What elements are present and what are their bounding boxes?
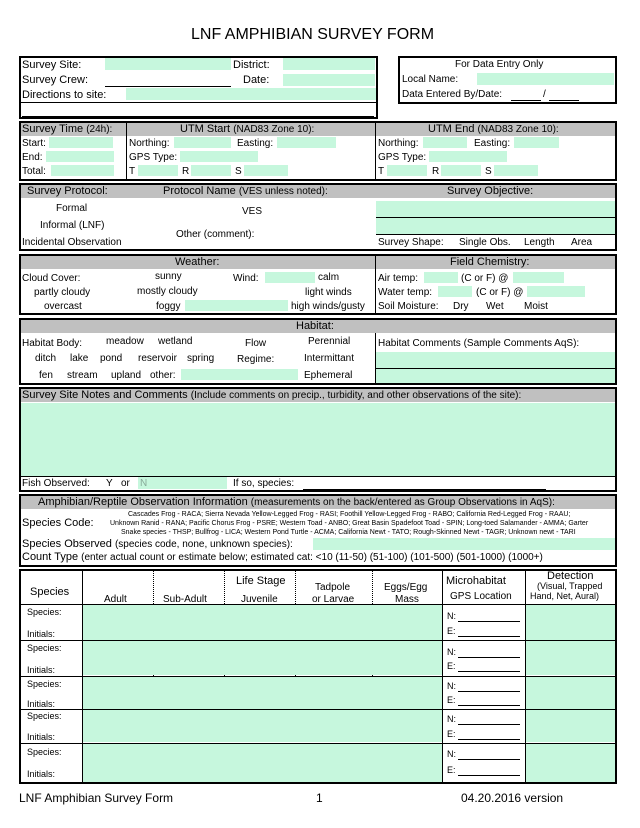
species-observed-label: Species Observed (species code, none, unknown species): xyxy=(22,538,293,550)
weather-mostly-cloudy[interactable]: mostly cloudy xyxy=(137,286,198,297)
air-temp-label: Air temp: xyxy=(378,273,419,284)
start-t-label: T xyxy=(129,166,136,177)
col-species: Species xyxy=(30,586,70,598)
end-r-field[interactable] xyxy=(441,165,481,176)
fish-no-field[interactable] xyxy=(138,477,227,489)
col-sub-adult: Sub-Adult xyxy=(163,594,207,605)
utm-start-heading: UTM Start (NAD83 Zone 10): xyxy=(180,123,315,135)
habitat-reservoir[interactable]: reservoir xyxy=(138,353,177,364)
row-3-initials-label: Initials: xyxy=(27,699,56,709)
row-3-e-label: E: xyxy=(447,695,456,705)
flow-ephemeral[interactable]: Ephemeral xyxy=(304,370,353,381)
protocol-formal[interactable]: Formal xyxy=(56,203,88,214)
row-5-species-label: Species: xyxy=(27,747,62,757)
directions-label: Directions to site: xyxy=(22,89,107,101)
col-eggs: Eggs/Egg xyxy=(384,582,428,593)
end-s-label: S xyxy=(485,166,492,177)
row-5-counts[interactable] xyxy=(83,744,442,782)
water-temp-field[interactable] xyxy=(438,286,472,297)
water-temp-unit: (C or F) @ xyxy=(476,287,524,298)
start-s-label: S xyxy=(235,166,242,177)
flow-perennial[interactable]: Perennial xyxy=(308,336,351,347)
entered-date-field[interactable] xyxy=(549,100,579,101)
fish-yes[interactable]: Y xyxy=(106,478,113,489)
row-4-initials-label: Initials: xyxy=(27,732,56,742)
protocol-ves[interactable]: VES xyxy=(242,206,263,217)
air-temp-time-field[interactable] xyxy=(513,272,564,283)
habitat-heading: Habitat: xyxy=(296,320,334,332)
start-r-label: R xyxy=(182,166,190,177)
weather-other-field[interactable] xyxy=(185,300,288,311)
col-or-larvae: or Larvae xyxy=(312,594,355,605)
row-4-species-label: Species: xyxy=(27,711,62,721)
start-easting-field[interactable] xyxy=(277,137,336,148)
row-1-detection[interactable] xyxy=(526,605,615,640)
wind-calm[interactable]: calm xyxy=(318,272,340,283)
flow-label: Flow xyxy=(245,338,267,349)
species-code-label: Species Code: xyxy=(22,517,94,529)
col-tadpole: Tadpole xyxy=(315,582,351,593)
col-life-stage: Life Stage xyxy=(236,575,286,587)
row-2-e-label: E: xyxy=(447,661,456,671)
row-5-n-label: N: xyxy=(447,749,456,759)
row-2-species-label: Species: xyxy=(27,643,62,653)
form-title: LNF AMPHIBIAN SURVEY FORM xyxy=(191,26,435,43)
district-label: District: xyxy=(233,59,270,71)
protocol-other[interactable]: Other (comment): xyxy=(176,229,255,240)
habitat-spring[interactable]: spring xyxy=(187,353,215,364)
end-easting-field[interactable] xyxy=(514,137,559,148)
row-3-n-label: N: xyxy=(447,681,456,691)
district-field[interactable] xyxy=(283,58,375,70)
start-gps-type-label: GPS Type: xyxy=(129,152,178,163)
wind-field[interactable] xyxy=(265,272,315,283)
soil-dry[interactable]: Dry xyxy=(453,301,469,312)
habitat-comments-label: Habitat Comments (Sample Comments AqS): xyxy=(378,338,580,349)
end-label: End: xyxy=(22,152,43,163)
end-easting-label: Easting: xyxy=(474,138,511,149)
end-r-label: R xyxy=(432,166,440,177)
row-1-e-label: E: xyxy=(447,626,456,636)
row-2-initials-label: Initials: xyxy=(27,665,56,675)
species-codes-line-2: Unknown Ranid - RANA; Pacific Chorus Frog - PSRE; Western Toad - ANBO; Great Basin Spadefoot Toad - SPIN; Long-toed Salamander - AMMA; Garter xyxy=(110,520,589,527)
habitat-other-label: other: xyxy=(150,370,176,381)
species-codes-line-3: Snake species - THSP; Bullfrog - LICA; Western Pond Turtle - ACMA; California Newt - TATO; Rough-Skinned Newt - TAGR; Unknown newt - TARI xyxy=(121,529,576,536)
cloud-cover-label: Cloud Cover: xyxy=(22,273,81,284)
survey-site-label: Survey Site: xyxy=(22,59,82,71)
end-t-field[interactable] xyxy=(387,165,427,176)
regime-label: Regime: xyxy=(237,354,275,365)
date-label: Date: xyxy=(243,74,270,86)
weather-overcast[interactable]: overcast xyxy=(44,301,82,312)
habitat-pond[interactable]: pond xyxy=(100,353,123,364)
start-northing-label: Northing: xyxy=(129,138,170,149)
habitat-stream[interactable]: stream xyxy=(67,370,98,381)
shape-single[interactable]: Single Obs. xyxy=(459,237,511,248)
flow-intermittent[interactable]: Intermittant xyxy=(304,353,355,364)
observation-heading: Amphibian/Reptile Observation Information (measurements on the back/entered as Group Observations in AqS): xyxy=(38,496,555,508)
entered-slash: / xyxy=(543,89,546,100)
protocol-incidental[interactable]: Incidental Observation xyxy=(22,237,122,248)
wind-label: Wind: xyxy=(233,273,259,284)
habitat-wetland[interactable]: wetland xyxy=(158,336,193,347)
fish-species-field[interactable] xyxy=(303,489,546,490)
habitat-meadow[interactable]: meadow xyxy=(106,336,144,347)
local-name-field[interactable] xyxy=(477,73,614,85)
row-4-counts[interactable] xyxy=(83,710,442,742)
survey-shape-label: Survey Shape: xyxy=(378,237,444,248)
wind-light[interactable]: light winds xyxy=(305,287,352,298)
wind-high[interactable]: high winds/gusty xyxy=(291,301,365,312)
row-1-n-label: N: xyxy=(447,611,456,621)
start-easting-label: Easting: xyxy=(237,138,274,149)
air-temp-field[interactable] xyxy=(424,272,458,283)
species-codes-line-1: Cascades Frog - RACA; Sierra Nevada Yellow-Legged Frog - RASI; Foothill Yellow-Legged Frog - RABO; California Red-Legged Frog - RAAU; xyxy=(128,511,571,518)
weather-heading: Weather: xyxy=(175,256,220,268)
row-4-n-label: N: xyxy=(447,714,456,724)
end-gps-type-field[interactable] xyxy=(429,151,507,162)
col-mass: Mass xyxy=(395,594,419,605)
col-adult: Adult xyxy=(104,594,127,605)
count-type-label: Count Type (enter actual count or estimate below; estimated cat: <10 (11-50) (51-100) (101-500) (501-1000) (1000+) xyxy=(22,551,543,563)
col-detection-note-1: (Visual, Trapped xyxy=(537,581,603,591)
fish-no[interactable]: N xyxy=(140,478,148,489)
habitat-upland[interactable]: upland xyxy=(111,370,142,381)
protocol-informal[interactable]: Informal (LNF) xyxy=(40,220,105,231)
col-juvenile: Juvenile xyxy=(241,594,278,605)
if-so-species-label: If so, species: xyxy=(233,478,295,489)
row-5-e-label: E: xyxy=(447,765,456,775)
date-field[interactable] xyxy=(283,74,375,86)
notes-field[interactable] xyxy=(21,403,615,476)
row-4-e-label: E: xyxy=(447,729,456,739)
footer-version: 04.20.2016 version xyxy=(461,791,564,805)
objective-heading: Survey Objective: xyxy=(447,185,534,197)
row-5-detection[interactable] xyxy=(526,744,615,782)
local-name-label: Local Name: xyxy=(402,74,459,85)
row-2-n-label: N: xyxy=(447,647,456,657)
row-1-initials-label: Initials: xyxy=(27,629,56,639)
footer-form-name: LNF Amphibian Survey Form xyxy=(19,791,174,805)
habitat-other-field[interactable] xyxy=(181,369,298,380)
shape-length[interactable]: Length xyxy=(524,237,555,248)
row-1-counts[interactable] xyxy=(83,605,442,640)
start-northing-field[interactable] xyxy=(174,137,231,148)
air-temp-unit: (C or F) @ xyxy=(461,273,509,284)
protocol-name-heading: Protocol Name (VES unless noted): xyxy=(163,185,328,197)
entered-by-field[interactable] xyxy=(511,100,541,101)
species-observed-field[interactable] xyxy=(313,538,615,550)
start-label: Start: xyxy=(22,138,46,149)
row-5-initials-label: Initials: xyxy=(27,769,56,779)
end-s-field[interactable] xyxy=(494,165,538,176)
notes-heading: Survey Site Notes and Comments (Include comments on precip., turbidity, and other observations of the site): xyxy=(22,389,522,401)
total-label: Total: xyxy=(22,166,46,177)
start-r-field[interactable] xyxy=(191,165,231,176)
row-2-counts[interactable] xyxy=(83,641,442,675)
row-3-species-label: Species: xyxy=(27,679,62,689)
water-temp-label: Water temp: xyxy=(378,287,433,298)
row-1-species-label: Species: xyxy=(27,607,62,617)
weather-partly-cloudy[interactable]: partly cloudy xyxy=(34,287,91,298)
end-t-label: T xyxy=(378,166,385,177)
fish-or: or xyxy=(121,478,130,489)
survey-time-heading: Survey Time (24h): xyxy=(22,123,113,135)
end-gps-type-label: GPS Type: xyxy=(378,152,427,163)
footer-page-number: 1 xyxy=(316,791,323,805)
utm-end-heading: UTM End (NAD83 Zone 10): xyxy=(428,123,559,135)
col-detection-note-2: Hand, Net, Aural) xyxy=(530,591,600,601)
row-3-counts[interactable] xyxy=(83,677,442,709)
end-northing-label: Northing: xyxy=(378,138,419,149)
total-field[interactable] xyxy=(51,165,114,176)
soil-moist[interactable]: Moist xyxy=(524,301,548,312)
row-4-detection[interactable] xyxy=(526,710,615,742)
habitat-lake[interactable]: lake xyxy=(70,353,89,364)
water-temp-time-field[interactable] xyxy=(527,286,585,297)
habitat-ditch[interactable]: ditch xyxy=(35,353,57,364)
survey-crew-field[interactable] xyxy=(105,86,231,87)
directions-field[interactable] xyxy=(126,88,376,100)
weather-sunny[interactable]: sunny xyxy=(155,271,182,282)
start-t-field[interactable] xyxy=(138,165,178,176)
entered-by-label: Data Entered By/Date: xyxy=(402,89,503,100)
weather-foggy[interactable]: foggy xyxy=(156,301,181,312)
soil-wet[interactable]: Wet xyxy=(486,301,504,312)
shape-area[interactable]: Area xyxy=(571,237,593,248)
col-gps-location: GPS Location xyxy=(450,591,512,602)
soil-moisture-label: Soil Moisture: xyxy=(378,301,439,312)
survey-site-field[interactable] xyxy=(105,58,231,70)
habitat-body-label: Habitat Body: xyxy=(22,338,83,349)
end-field[interactable] xyxy=(46,151,114,162)
start-field[interactable] xyxy=(49,137,113,148)
col-microhabitat: Microhabitat xyxy=(446,575,506,587)
row-3-detection[interactable] xyxy=(526,677,615,709)
survey-crew-label: Survey Crew: xyxy=(22,74,89,86)
fish-observed-label: Fish Observed: xyxy=(22,478,90,489)
col-detection: Detection xyxy=(547,570,594,582)
field-chemistry-heading: Field Chemistry: xyxy=(450,256,530,268)
habitat-fen[interactable]: fen xyxy=(39,370,53,381)
protocol-heading: Survey Protocol: xyxy=(27,185,108,197)
start-gps-type-field[interactable] xyxy=(180,151,258,162)
end-northing-field[interactable] xyxy=(423,137,467,148)
start-s-field[interactable] xyxy=(244,165,288,176)
data-entry-header: For Data Entry Only xyxy=(455,59,544,70)
row-2-detection[interactable] xyxy=(526,641,615,675)
